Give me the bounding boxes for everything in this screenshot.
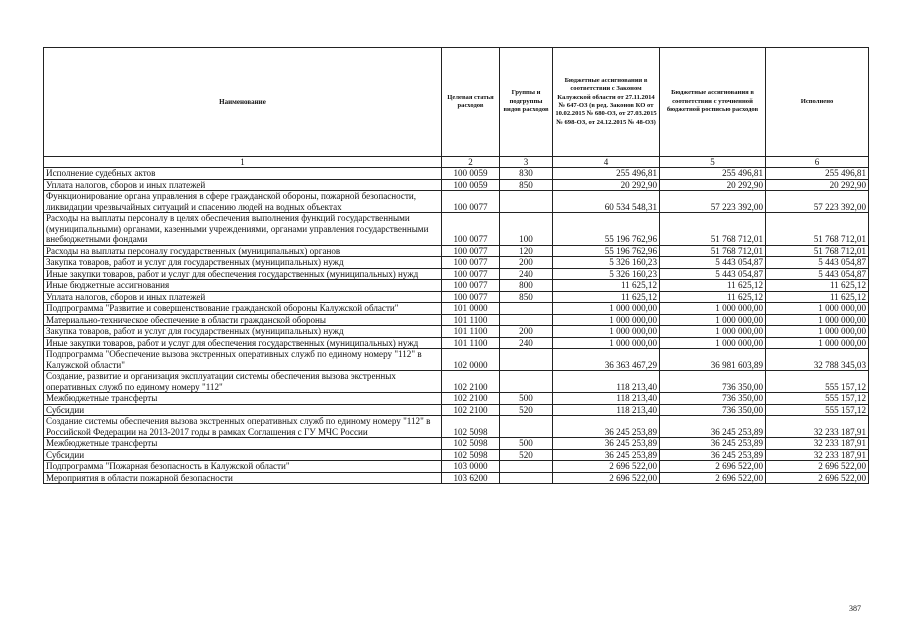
cell-name: Иные бюджетные ассигнования xyxy=(44,280,442,292)
cell-name: Материально-техническое обеспечение в области гражданской обороны xyxy=(44,314,442,326)
cell-expense-group: 100 xyxy=(500,213,553,246)
cell-name: Создание системы обеспечения вызова экстренных оперативных служб по единому номеру "112" в Российской Федерации на 2013-2017 годы в рамках Соглашения с ГУ МЧС России xyxy=(44,416,442,438)
cell-target-article: 100 0077 xyxy=(442,268,500,280)
cell-target-article: 100 0059 xyxy=(442,179,500,191)
cell-expense-group: 200 xyxy=(500,257,553,269)
cell-name: Иные закупки товаров, работ и услуг для обеспечения государственных (муниципальных) нужд xyxy=(44,268,442,280)
cell-target-article: 102 0000 xyxy=(442,349,500,371)
cell-assignment-law: 36 245 253,89 xyxy=(553,449,660,461)
cell-name: Межбюджетные трансферты xyxy=(44,438,442,450)
table-row xyxy=(44,438,869,450)
cell-target-article: 102 2100 xyxy=(442,393,500,405)
cell-assignment-refined: 2 696 522,00 xyxy=(660,472,766,484)
cell-assignment-refined: 1 000 000,00 xyxy=(660,303,766,315)
column-number: 1 xyxy=(44,157,442,168)
header-assignments-law: Бюджетные ассигнования в соответствии с Законом Калужской области от 27.11.2014 № 647-ОЗ (в ред. Законов КО от 10.02.2015 № 680-ОЗ, от 27.03.2015 № 698-ОЗ, от 24.12.2015 № 48-ОЗ) xyxy=(553,48,660,157)
cell-target-article: 100 0077 xyxy=(442,191,500,213)
cell-target-article: 102 2100 xyxy=(442,404,500,416)
cell-executed: 1 000 000,00 xyxy=(766,314,869,326)
cell-assignment-law: 118 213,40 xyxy=(553,404,660,416)
column-number: 6 xyxy=(766,157,869,168)
cell-assignment-law: 60 534 548,31 xyxy=(553,191,660,213)
cell-name: Уплата налогов, сборов и иных платежей xyxy=(44,291,442,303)
header-executed: Исполнено xyxy=(766,48,869,157)
table-row xyxy=(44,393,869,405)
table-row xyxy=(44,349,869,371)
cell-name: Межбюджетные трансферты xyxy=(44,393,442,405)
cell-target-article: 102 5098 xyxy=(442,416,500,438)
cell-target-article: 100 0077 xyxy=(442,280,500,292)
cell-name: Иные закупки товаров, работ и услуг для обеспечения государственных (муниципальных) нужд xyxy=(44,337,442,349)
cell-target-article: 101 1100 xyxy=(442,314,500,326)
cell-executed: 1 000 000,00 xyxy=(766,303,869,315)
cell-assignment-law: 11 625,12 xyxy=(553,280,660,292)
cell-assignment-refined: 5 443 054,87 xyxy=(660,257,766,269)
cell-executed: 32 233 187,91 xyxy=(766,416,869,438)
cell-name: Подпрограмма "Пожарная безопасность в Калужской области" xyxy=(44,461,442,473)
table-row xyxy=(44,268,869,280)
table-row xyxy=(44,404,869,416)
cell-assignment-law: 5 326 160,23 xyxy=(553,268,660,280)
cell-expense-group: 830 xyxy=(500,168,553,180)
cell-expense-group: 500 xyxy=(500,393,553,405)
cell-name: Расходы на выплаты персоналу государственных (муниципальных) органов xyxy=(44,245,442,257)
table-row xyxy=(44,326,869,338)
cell-executed: 57 223 392,00 xyxy=(766,191,869,213)
cell-assignment-refined: 20 292,90 xyxy=(660,179,766,191)
cell-target-article: 100 0077 xyxy=(442,257,500,269)
cell-assignment-law: 36 245 253,89 xyxy=(553,438,660,450)
cell-assignment-law: 1 000 000,00 xyxy=(553,326,660,338)
cell-expense-group: 240 xyxy=(500,337,553,349)
cell-assignment-refined: 51 768 712,01 xyxy=(660,245,766,257)
cell-assignment-law: 55 196 762,96 xyxy=(553,245,660,257)
cell-expense-group: 850 xyxy=(500,291,553,303)
cell-expense-group: 800 xyxy=(500,280,553,292)
cell-target-article: 100 0077 xyxy=(442,291,500,303)
cell-assignment-law: 11 625,12 xyxy=(553,291,660,303)
cell-name: Мероприятия в области пожарной безопасности xyxy=(44,472,442,484)
cell-target-article: 102 5098 xyxy=(442,449,500,461)
cell-name: Создание, развитие и организация эксплуатации системы обеспечения вызова экстренных оперативных служб по единому номеру "112" xyxy=(44,371,442,393)
cell-assignment-refined: 736 350,00 xyxy=(660,404,766,416)
cell-executed: 20 292,90 xyxy=(766,179,869,191)
cell-assignment-law: 255 496,81 xyxy=(553,168,660,180)
column-number: 3 xyxy=(500,157,553,168)
cell-executed: 555 157,12 xyxy=(766,371,869,393)
table-row xyxy=(44,168,869,180)
cell-executed: 51 768 712,01 xyxy=(766,245,869,257)
cell-assignment-refined: 1 000 000,00 xyxy=(660,326,766,338)
table-row xyxy=(44,257,869,269)
table-body xyxy=(44,168,869,484)
cell-expense-group: 500 xyxy=(500,438,553,450)
page-number: 387 xyxy=(849,604,861,613)
cell-assignment-refined: 736 350,00 xyxy=(660,393,766,405)
cell-expense-group xyxy=(500,371,553,393)
cell-executed: 5 443 054,87 xyxy=(766,268,869,280)
cell-name: Закупка товаров, работ и услуг для государственных (муниципальных) нужд xyxy=(44,326,442,338)
cell-assignment-law: 118 213,40 xyxy=(553,393,660,405)
cell-expense-group: 520 xyxy=(500,449,553,461)
column-number: 2 xyxy=(442,157,500,168)
cell-name: Уплата налогов, сборов и иных платежей xyxy=(44,179,442,191)
cell-assignment-law: 2 696 522,00 xyxy=(553,461,660,473)
cell-assignment-refined: 736 350,00 xyxy=(660,371,766,393)
cell-executed: 11 625,12 xyxy=(766,291,869,303)
cell-target-article: 103 6200 xyxy=(442,472,500,484)
table-row xyxy=(44,416,869,438)
cell-name: Субсидии xyxy=(44,404,442,416)
cell-name: Подпрограмма "Развитие и совершенствование гражданской обороны Калужской области" xyxy=(44,303,442,315)
cell-executed: 32 788 345,03 xyxy=(766,349,869,371)
cell-assignment-refined: 36 245 253,89 xyxy=(660,438,766,450)
header-name: Наименование xyxy=(44,48,442,157)
cell-expense-group xyxy=(500,191,553,213)
cell-executed: 555 157,12 xyxy=(766,393,869,405)
cell-executed: 555 157,12 xyxy=(766,404,869,416)
cell-assignment-refined: 51 768 712,01 xyxy=(660,213,766,246)
cell-assignment-refined: 5 443 054,87 xyxy=(660,268,766,280)
table-row xyxy=(44,314,869,326)
column-number: 5 xyxy=(660,157,766,168)
table-row xyxy=(44,449,869,461)
cell-executed: 255 496,81 xyxy=(766,168,869,180)
table-row xyxy=(44,291,869,303)
cell-target-article: 100 0059 xyxy=(442,168,500,180)
table-row xyxy=(44,303,869,315)
cell-executed: 11 625,12 xyxy=(766,280,869,292)
cell-target-article: 101 0000 xyxy=(442,303,500,315)
table-row xyxy=(44,337,869,349)
cell-assignment-refined: 36 245 253,89 xyxy=(660,416,766,438)
cell-expense-group xyxy=(500,314,553,326)
cell-assignment-law: 36 245 253,89 xyxy=(553,416,660,438)
cell-target-article: 100 0077 xyxy=(442,213,500,246)
cell-target-article: 101 1100 xyxy=(442,337,500,349)
header-target-article: Целевая статья расходов xyxy=(442,48,500,157)
cell-target-article: 102 5098 xyxy=(442,438,500,450)
cell-assignment-refined: 1 000 000,00 xyxy=(660,337,766,349)
cell-name: Функционирование органа управления в сфере гражданской обороны, пожарной безопасности, ликвидации чрезвычайных ситуаций и спасению людей на водных объектах xyxy=(44,191,442,213)
column-number: 4 xyxy=(553,157,660,168)
budget-execution-table xyxy=(43,47,869,484)
cell-target-article: 101 1100 xyxy=(442,326,500,338)
cell-target-article: 100 0077 xyxy=(442,245,500,257)
cell-name: Расходы на выплаты персоналу в целях обеспечения выполнения функций государственными (муниципальными) органами, казенными учреждениями, органами управления государственными внебюджетными фондами xyxy=(44,213,442,246)
cell-expense-group: 120 xyxy=(500,245,553,257)
cell-assignment-law: 36 363 467,29 xyxy=(553,349,660,371)
cell-assignment-law: 2 696 522,00 xyxy=(553,472,660,484)
cell-assignment-refined: 11 625,12 xyxy=(660,280,766,292)
cell-assignment-law: 1 000 000,00 xyxy=(553,337,660,349)
cell-executed: 32 233 187,91 xyxy=(766,449,869,461)
cell-name: Закупка товаров, работ и услуг для государственных (муниципальных) нужд xyxy=(44,257,442,269)
cell-target-article: 103 0000 xyxy=(442,461,500,473)
table-row xyxy=(44,371,869,393)
cell-executed: 2 696 522,00 xyxy=(766,461,869,473)
cell-assignment-law: 55 196 762,96 xyxy=(553,213,660,246)
cell-expense-group xyxy=(500,461,553,473)
column-number-row xyxy=(44,157,869,168)
table-header-row xyxy=(44,48,869,157)
cell-expense-group xyxy=(500,416,553,438)
table-row xyxy=(44,472,869,484)
cell-assignment-refined: 11 625,12 xyxy=(660,291,766,303)
header-assignments-refined: Бюджетные ассигнования в соответствии с уточненной бюджетной росписью расходов xyxy=(660,48,766,157)
cell-assignment-law: 1 000 000,00 xyxy=(553,303,660,315)
table-row xyxy=(44,245,869,257)
table-row xyxy=(44,213,869,246)
cell-executed: 5 443 054,87 xyxy=(766,257,869,269)
table-row xyxy=(44,191,869,213)
cell-executed: 32 233 187,91 xyxy=(766,438,869,450)
cell-name: Исполнение судебных актов xyxy=(44,168,442,180)
cell-assignment-refined: 2 696 522,00 xyxy=(660,461,766,473)
table-row xyxy=(44,280,869,292)
cell-expense-group xyxy=(500,472,553,484)
cell-assignment-refined: 36 981 603,89 xyxy=(660,349,766,371)
cell-assignment-refined: 57 223 392,00 xyxy=(660,191,766,213)
cell-assignment-law: 1 000 000,00 xyxy=(553,314,660,326)
cell-assignment-law: 20 292,90 xyxy=(553,179,660,191)
cell-executed: 1 000 000,00 xyxy=(766,326,869,338)
cell-assignment-refined: 255 496,81 xyxy=(660,168,766,180)
cell-expense-group: 240 xyxy=(500,268,553,280)
cell-name: Подпрограмма "Обеспечение вызова экстренных оперативных служб по единому номеру "112" в Калужской области" xyxy=(44,349,442,371)
table-row xyxy=(44,461,869,473)
cell-assignment-refined: 36 245 253,89 xyxy=(660,449,766,461)
header-expense-groups: Группы и подгруппы видов расходов xyxy=(500,48,553,157)
table-row xyxy=(44,179,869,191)
cell-target-article: 102 2100 xyxy=(442,371,500,393)
cell-expense-group: 850 xyxy=(500,179,553,191)
cell-assignment-law: 5 326 160,23 xyxy=(553,257,660,269)
budget-table-sheet xyxy=(43,47,868,484)
cell-assignment-law: 118 213,40 xyxy=(553,371,660,393)
cell-name: Субсидии xyxy=(44,449,442,461)
cell-expense-group: 200 xyxy=(500,326,553,338)
cell-expense-group xyxy=(500,303,553,315)
cell-expense-group: 520 xyxy=(500,404,553,416)
cell-expense-group xyxy=(500,349,553,371)
cell-assignment-refined: 1 000 000,00 xyxy=(660,314,766,326)
cell-executed: 51 768 712,01 xyxy=(766,213,869,246)
cell-executed: 1 000 000,00 xyxy=(766,337,869,349)
cell-executed: 2 696 522,00 xyxy=(766,472,869,484)
